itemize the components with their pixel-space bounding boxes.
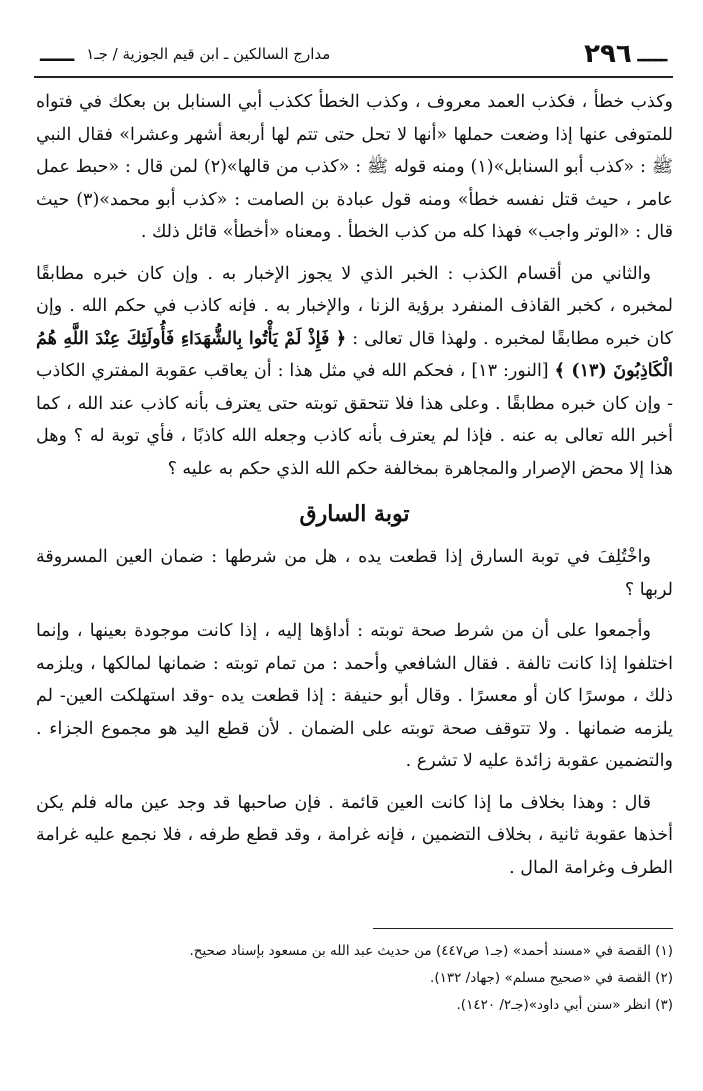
footnote-2: (٢) القصة في «صحيح مسلم» (جهاد/ ١٣٢). (430, 970, 673, 986)
section-heading: توبة السارق (299, 501, 410, 527)
running-title-group (34, 42, 330, 66)
page-number: ٢٩٦ (584, 39, 632, 69)
footnote-1: (١) القصة في «مسند أحمد» (جـ١ ص٤٤٧) من حديث عبد الله بن مسعود بإسناد صحيح. (189, 943, 673, 959)
header-rule (34, 76, 673, 78)
paragraph-4: وأجمعوا على أن من شرط صحة توبته : أداؤها إليه ، إذا كانت موجودة بعينها ، وإنما اختلفوا إذا كانت تالفة . فقال الشافعي وأحمد : من تمام توبته : ضمانها لمالكها ، ويلزمه ذلك ، موسرًا كان أو معسرًا . وقال أبو حنيفة : إذا قطعت يده -وقد استهلكت العين- لم يلزمه ضمانها . ولا تتوقف صحة توبته على الضمان . لأن قطع اليد هو مجموع الجزاء . والتضمين عقوبة زائدة عليه لا تشرع . (36, 621, 673, 771)
paragraph-5: قال : وهذا بخلاف ما إذا كانت العين قائمة . فإن صاحبها قد وجد عين ماله فلم يكن أخذها عقوبة ثانية ، بخلاف التضمين ، فإنه غرامة ، وقد قطع طرفه ، فلا نجمع عليه غرامة الطرف وغرامة المال . (36, 792, 673, 878)
header-dash-left: ـــــ (40, 42, 75, 66)
paragraph-3: واخْتُلِفَ في توبة السارق إذا قطعت يده ، هل من شرطها : ضمان العين المسروقة لربها ؟ (36, 547, 673, 600)
running-title: مدارج السالكين ـ ابن قيم الجوزية / جـ١ (86, 45, 331, 63)
header-dash-right: ـــــ (637, 42, 667, 66)
page-header (34, 34, 673, 74)
paragraph-2 (36, 258, 673, 486)
main-text (36, 86, 673, 893)
quran-verse: ﴿ فَإِذْ لَمْ يَأْتُوا بِالشُّهَدَاءِ فَأُولَئِكَ عِنْدَ اللَّهِ هُمُ الْكَاذِبُونَ (١٣) ﴾ (36, 328, 673, 381)
footnote-rule (373, 928, 673, 929)
paragraph-2-text-before: والثاني من أقسام الكذب : الخبر الذي لا يجوز الإخبار به . وإن كان خبره مطابقًا لمخبره ، كخبر القاذف المنفرد برؤية الزنا ، والإخبار به . فإنه كاذب في حكم الله . وإن كان خبره مطابقًا لمخبره . ولهذا قال تعالى : (36, 263, 673, 349)
footnotes (36, 938, 673, 1019)
page-number-group (584, 39, 673, 69)
footnote-3: (٣) انظر «سنن أبي داود»(جـ٢/ ١٤٢٠). (456, 997, 673, 1013)
paragraph-2-text-after: [النور: ١٣] ، فحكم الله في مثل هذا : أن يعاقب عقوبة المفتري الكاذب - وإن كان خبره مطابقًا . وعلى هذا فلا تتحقق توبته حتى يعترف بأنه كاذب عند الله ، كما أخبر الله تعالى به عنه . فإذا لم يعترف بأنه كاذب وجعله الله كاذبًا ، فأي توبة له ؟ وهل هذا إلا محض الإصرار والمجاهرة بمخالفة حكم الله الذي حكم به عليه ؟ (36, 361, 673, 479)
paragraph-1: وكذب خطأ ، فكذب العمد معروف ، وكذب الخطأ ككذب أبي السنابل بن بعكك في فتواه للمتوفى عنها إذا وضعت حملها «أنها لا تحل حتى تتم لها أربعة أشهر وعشرا» فقال النبي ﷺ : «كذب أبو السنابل»(١) ومنه قوله ﷺ : «كذب من قالها»(٢) لمن قال : «حبط عمل عامر ، حيث قتل نفسه خطأ» ومنه قول عبادة بن الصامت : «كذب أبو محمد»(٣) حيث قال : «الوتر واجب» فهذا كله من كذب الخطأ . ومعناه «أخطأ» قائل ذلك . (36, 92, 673, 242)
